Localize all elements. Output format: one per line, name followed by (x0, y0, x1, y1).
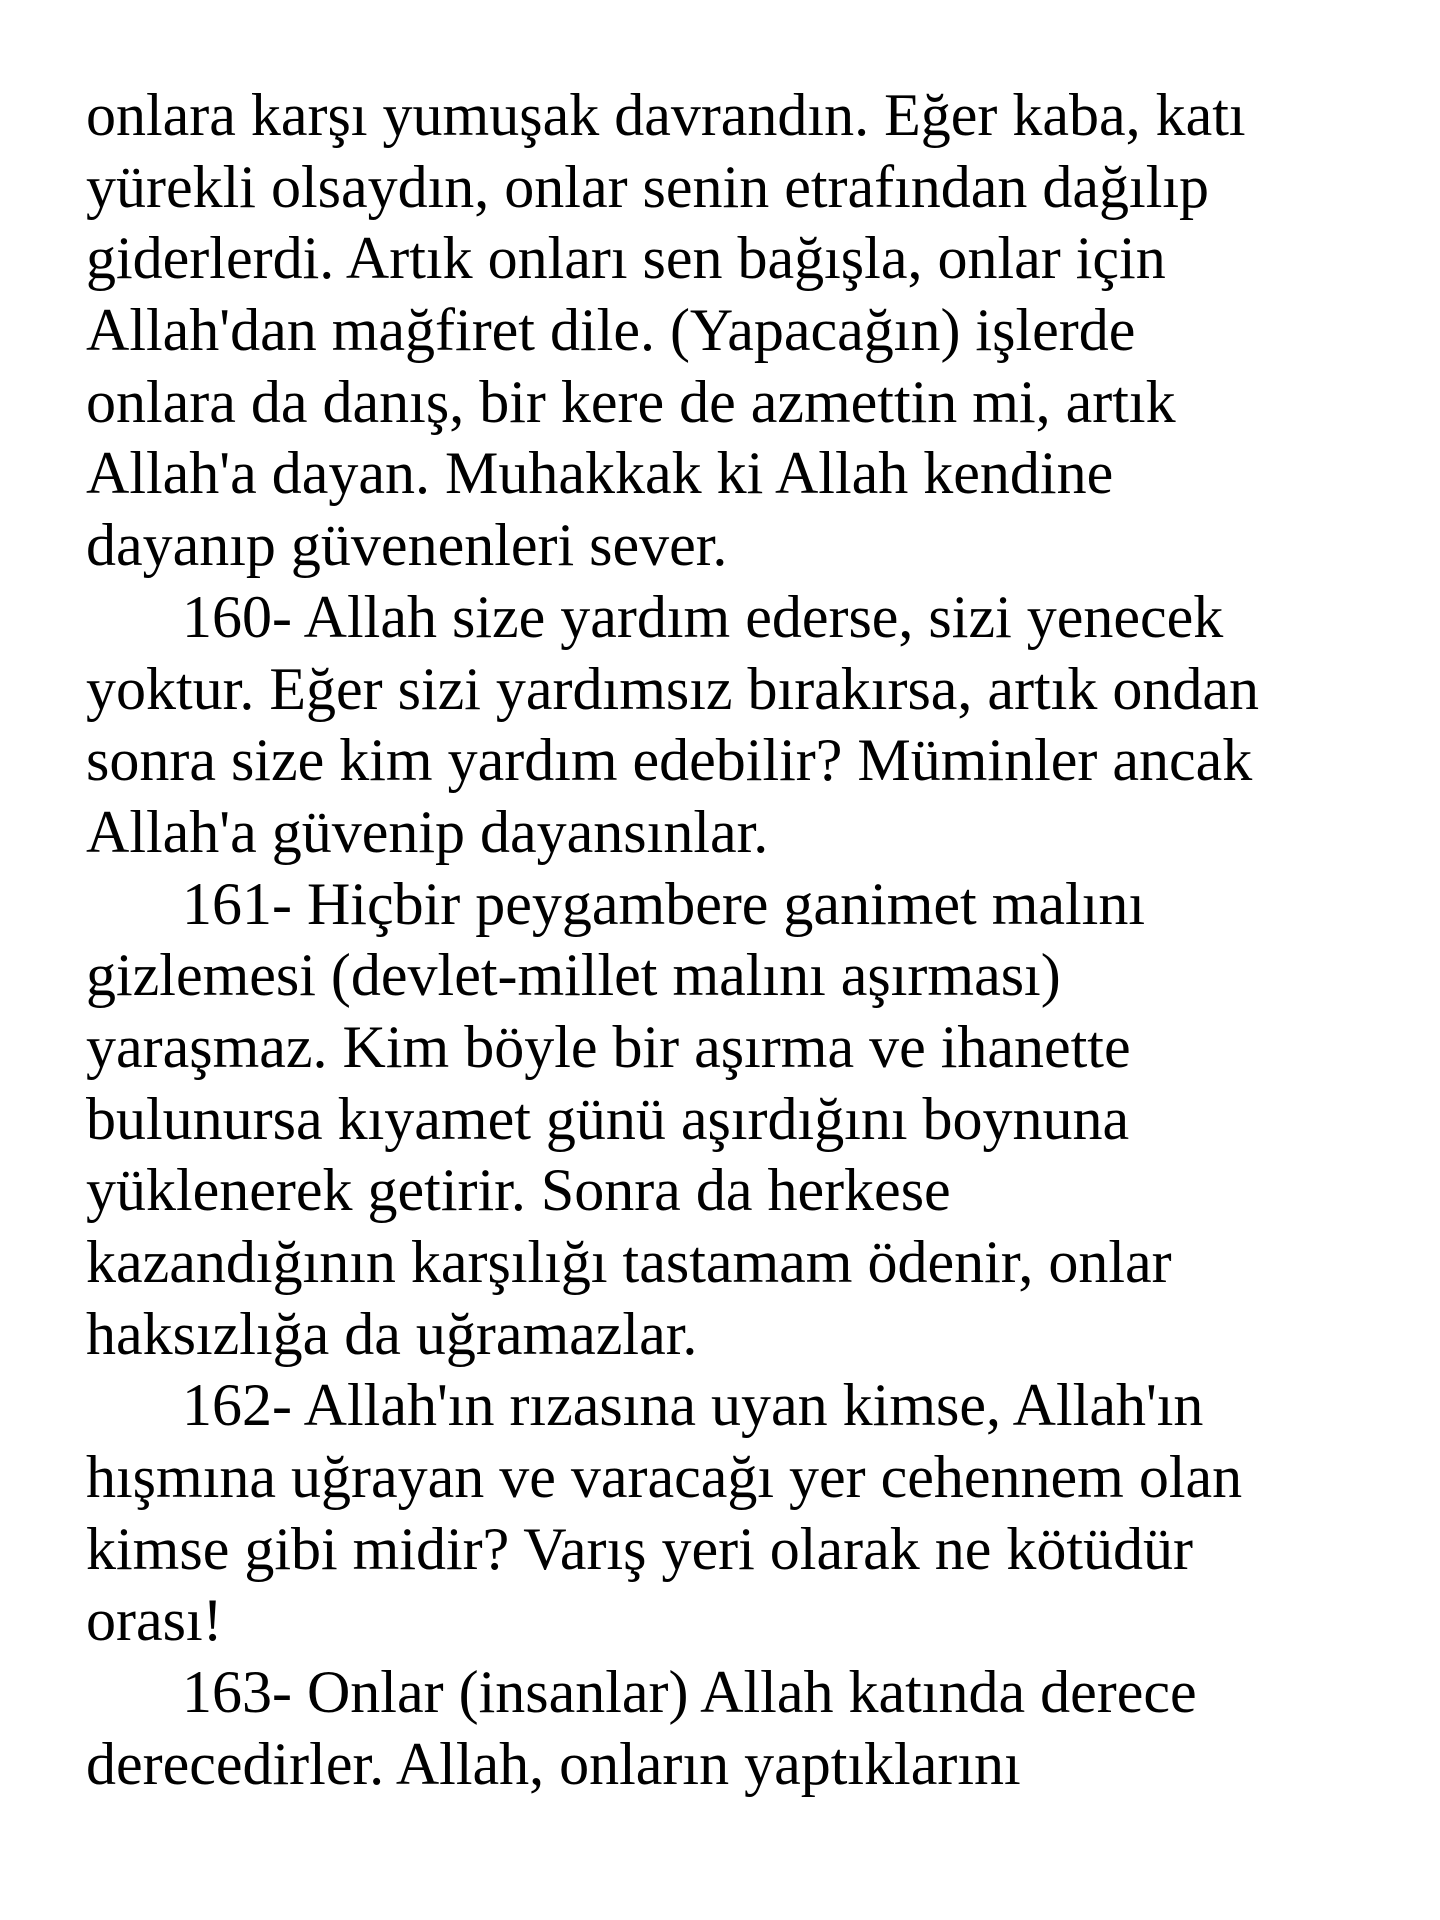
text-line: kimse gibi midir? Varış yeri olarak ne kötüdür (86, 1515, 1193, 1582)
verse-163-start: 163- Onlar (insanlar) Allah katında derece (182, 1659, 1197, 1726)
text-line: onlara da danış, bir kere de azmettin mi, artık (86, 368, 1176, 435)
text-line: yaraşmaz. Kim böyle bir aşırma ve ihanette (86, 1013, 1131, 1080)
text-line: sonra size kim yardım edebilir? Müminler ancak (86, 727, 1253, 794)
text-line: yürekli olsaydın, onlar senin etrafından dağılıp (86, 153, 1210, 220)
text-line: bulunursa kıyamet günü aşırdığını boynuna (86, 1085, 1130, 1152)
text-line: onlara karşı yumuşak davrandın. Eğer kaba, katı (86, 82, 1246, 148)
text-line: derecedirler. Allah, onların yaptıklarını (86, 1730, 1021, 1797)
verse-161-start: 161- Hiçbir peygambere ganimet malını (182, 870, 1146, 937)
text-line: dayanıp güvenenleri sever. (86, 512, 728, 579)
text-line: Allah'a güvenip dayansınlar. (86, 798, 769, 865)
text-line: Allah'a dayan. Muhakkak ki Allah kendine (86, 440, 1114, 507)
text-line: gizlemesi (devlet-millet malını aşırması) (86, 942, 1061, 1009)
verse-160-start: 160- Allah size yardım ederse, sizi yenecek (182, 583, 1224, 650)
text-line: Allah'dan mağfiret dile. (Yapacağın) işlerde (86, 297, 1136, 364)
text-line: giderlerdi. Artık onları sen bağışla, onlar için (86, 225, 1166, 292)
text-line: yoktur. Eğer sizi yardımsız bırakırsa, artık ondan (86, 655, 1260, 722)
text-line: kazandığının karşılığı tastamam ödenir, onlar (86, 1229, 1172, 1295)
text-line: haksızlığa da uğramazlar. (86, 1300, 698, 1367)
text-line: hışmına uğrayan ve varacağı yer cehennem olan (86, 1444, 1243, 1511)
page-text (86, 80, 1416, 1801)
text-line: orası! (86, 1587, 223, 1654)
verse-162-start: 162- Allah'ın rızasına uyan kimse, Allah'ın (182, 1372, 1204, 1439)
text-line: yüklenerek getirir. Sonra da herkese (86, 1157, 951, 1224)
